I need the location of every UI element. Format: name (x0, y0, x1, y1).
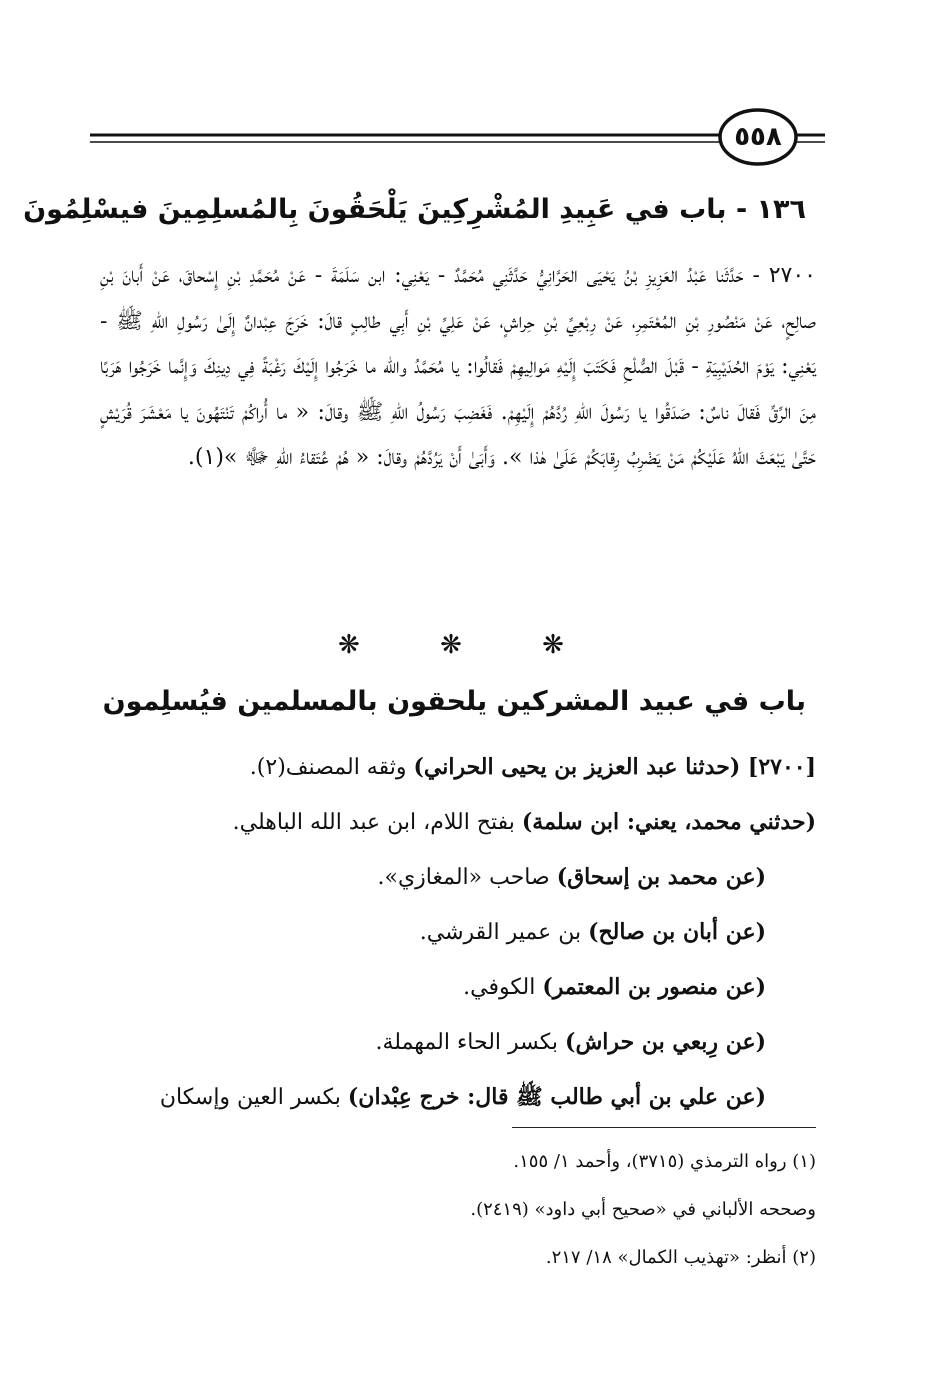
commentary-line-key: (عن منصور بن المعتمر) (542, 974, 766, 1000)
commentary-line-key: (عن محمد بن إسحاق) (556, 864, 766, 890)
chapter-heading: ١٣٦ - باب في عَبِيدِ المُشْرِكِينَ يَلْحَقُونَ بِالمُسلِمِينَ فيسْلِمُونَ (23, 194, 806, 225)
hadith-text: ٢٧٠٠ - حَدَّثَنا عَبْدُ العَزِيزِ بْنُ يَحْيَى الحَرَّانِيُّ حَدَّثَنِي مُحَمَّدٌ - يَعْنِي: ابن سَلَمَةَ - عَنْ مُحَمَّدِ بْنِ إِسْحاقَ، عَنْ أَبانَ بْنِ صالِحٍ، عَنْ مَنْصُورِ بْنِ المُعْتَمِرِ، عَنْ رِبْعِيِّ بْنِ حِراشٍ، عَنْ عَلِيِّ بْنِ أَبِي طالِبٍ قالَ: خَرَجَ عِبْدانٌ إِلَىٰ رَسُولِ اللهِ ﷺ - يَعْنِي: يَوْمَ الحُدَيْبِيَةِ - قَبْلَ الصُّلْحِ فَكَتَبَ إِلَيْهِ مَوالِيهِمْ فَقالُوا: يا مُحَمَّدُ والله ما خَرَجُوا إِلَيْكَ رَغْبَةً فِي دِينِكَ وَإِنَّما خَرَجُوا هَرَبًا مِنَ الرِّقِّ فَقالَ ناسٌ: صَدَقُوا يا رَسُولَ اللهِ رُدَّهُمْ إِلَيْهِمْ. فَغَضِبَ رَسُولُ اللهِ ﷺ وقالَ: « ما أُراكُمْ تَنْتَهُونَ يا مَعْشَرَ قُرَيْشٍ حَتَّىٰ يَبْعَثَ اللهُ عَلَيْكُمْ مَنْ يَضْرِبُ رِقابَكُمْ عَلَىٰ هٰذا ». وَأَبَىٰ أَنْ يَرُدَّهُمْ وقالَ: « هُمْ عُتَقاءُ اللهِ ﷻ »(١). (100, 263, 816, 470)
commentary-line-note: بن عمير القرشي. (419, 920, 589, 945)
commentary-line-key: (عن علي بن أبي طالب ﷺ قال: خرج عِبْدان) (347, 1084, 766, 1110)
commentary-line (100, 905, 816, 960)
commentary-line-note: الكوفي. (463, 975, 543, 1000)
commentary-line (100, 740, 816, 795)
commentary-line (100, 960, 816, 1015)
page-number: ٥٥٨ (734, 122, 782, 152)
footnote-1-continuation: وصححه الألباني في «صحيح أبي داود» (٢٤١٩). (470, 1199, 816, 1220)
commentary-line-note: بفتح اللام، ابن عبد الله الباهلي. (232, 810, 522, 835)
commentary-line-note: وثقه المصنف(٢). (249, 755, 414, 780)
commentary-line (100, 795, 816, 850)
commentary-block (100, 740, 816, 1125)
commentary-line-note: صاحب «المغازي». (377, 865, 557, 890)
page-number-medallion (712, 106, 804, 168)
section-separator-stars: ❋ ❋ ❋ (338, 630, 600, 660)
hadith-text-block (100, 253, 816, 481)
commentary-line-note: بكسر العين وإسكان (159, 1085, 348, 1110)
commentary-line-key: (عن أبان بن صالح) (588, 919, 766, 945)
commentary-heading: باب في عبيد المشركين يلحقون بالمسلمين فيُسلِمون (102, 686, 806, 717)
footnote-2: (٢) أنظر: «تهذيب الكمال» ١٨/ ٢١٧. (545, 1247, 816, 1268)
footnotes-block (100, 1138, 816, 1282)
commentary-line (100, 850, 816, 905)
commentary-line-note: بكسر الحاء المهملة. (375, 1030, 566, 1055)
commentary-line (100, 1070, 816, 1125)
footnote-1: (١) رواه الترمذي (٣٧١٥)، وأحمد ١/ ١٥٥. (513, 1151, 816, 1172)
commentary-line (100, 1015, 816, 1070)
commentary-line-key: [٢٧٠٠] (حدثنا عبد العزيز بن يحيى الحراني) (413, 754, 816, 780)
commentary-line-key: (حدثني محمد، يعني: ابن سلمة) (521, 809, 816, 835)
commentary-line-key: (عن رِبعي بن حراش) (565, 1029, 766, 1055)
